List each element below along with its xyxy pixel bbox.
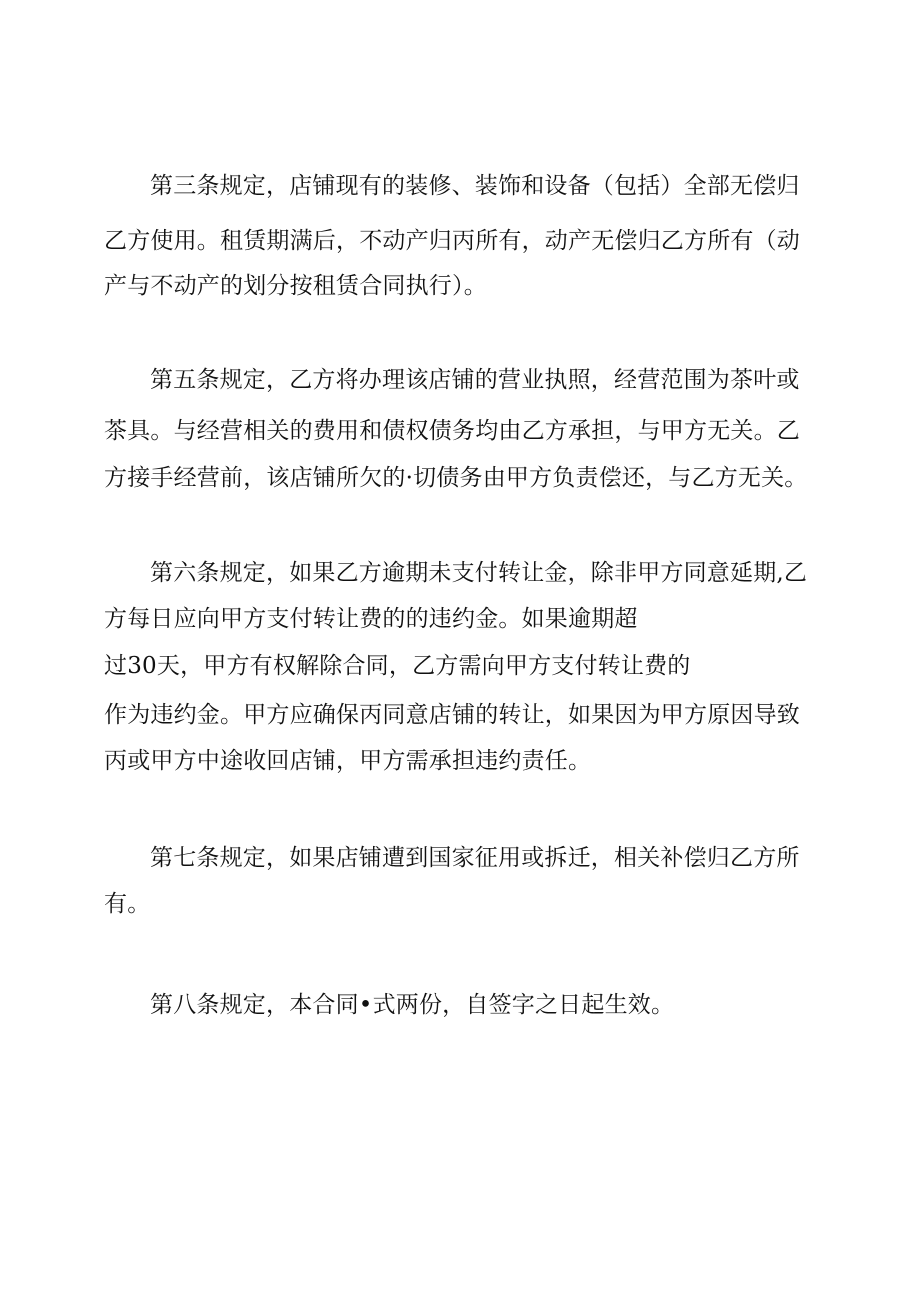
article-6-line-4: 作为违约金。甲方应确保丙同意店铺的转让，如果因为甲方原因导致	[104, 702, 800, 728]
article-3-line-1: 第三条规定，店铺现有的装修、装饰和设备（包括）全部无偿归	[150, 173, 800, 199]
article-3-line-3: 产与不动产的划分按租赁合同执行）。	[104, 273, 487, 299]
article-5-line-3: 方接手经营前，该店铺所欠的·切债务由甲方负责偿还，与乙方无关。	[104, 465, 808, 491]
article-7-line-1: 第七条规定，如果店铺遭到国家征用或拆迁，相关补偿归乙方所	[150, 845, 800, 871]
article-6-line-2: 方每日应向甲方支付转让费的的违约金。如果逾期超	[104, 606, 638, 632]
article-6-line-1: 第六条规定，如果乙方逾期未支付转让金，除非甲方同意延期,乙	[150, 560, 808, 586]
article-5-line-2: 茶具。与经营相关的费用和债权债务均由乙方承担，与甲方无关。乙	[104, 418, 800, 444]
article-5-line-1: 第五条规定，乙方将办理该店铺的营业执照，经营范围为茶叶或	[150, 367, 800, 393]
article-6-line-3: 过30天，甲方有权解除合同，乙方需向甲方支付转让费的	[104, 653, 691, 679]
article-7-line-2: 有。	[104, 891, 151, 917]
article-8-line-1: 第八条规定，本合同•式两份，自签字之日起生效。	[150, 992, 675, 1018]
article-3-line-2: 乙方使用。租赁期满后，不动产归丙所有，动产无偿归乙方所有（动	[104, 228, 800, 254]
article-6-line-5: 丙或甲方中途收回店铺，甲方需承担违约责任。	[104, 748, 592, 774]
